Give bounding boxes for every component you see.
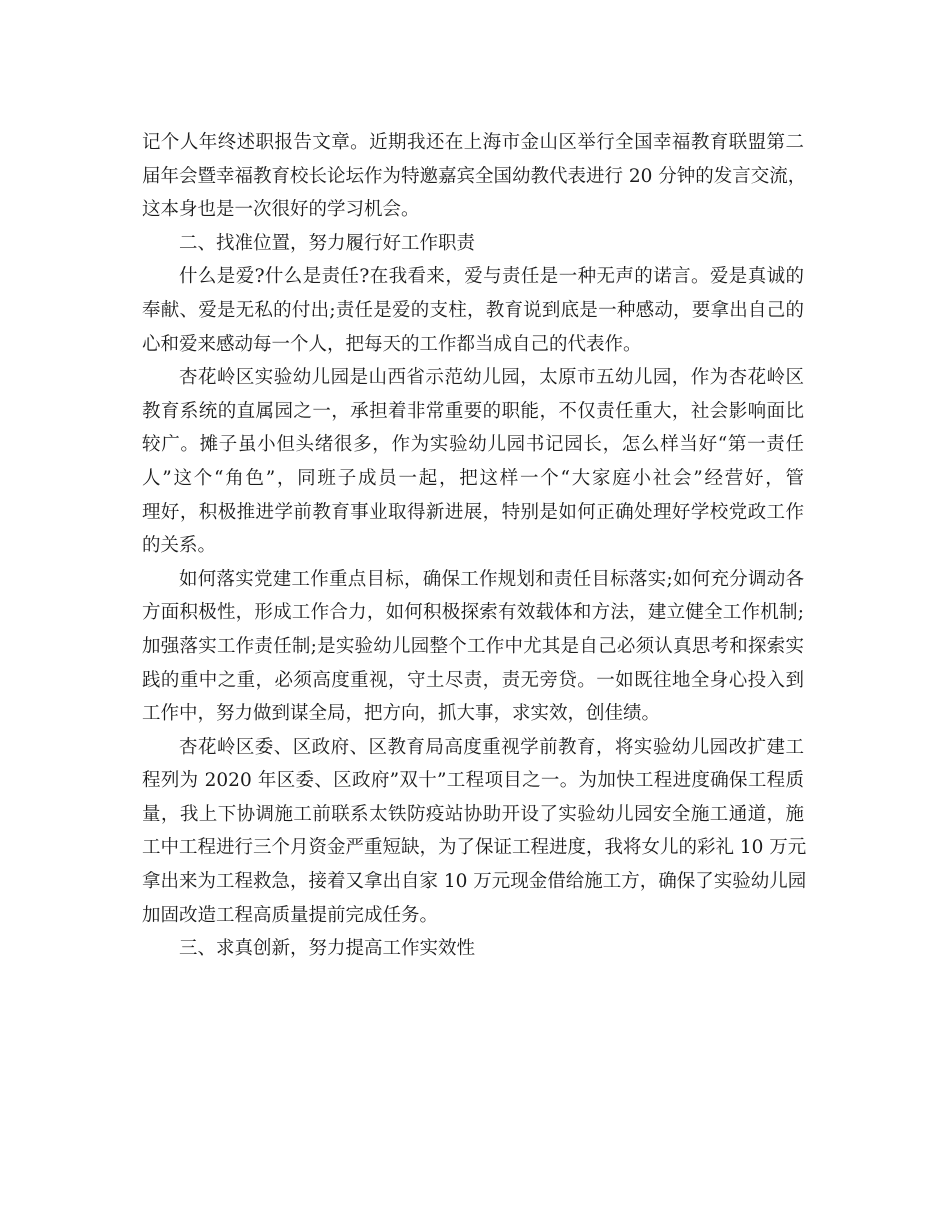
text-line: 这本身也是一次很好的学习机会。: [142, 199, 420, 221]
section-heading: 三、求真创新，努力提高工作实效性: [179, 938, 476, 960]
text-line: 程列为 2020 年区委、区政府”双十”工程项目之一。为加快工程进度确保工程质: [142, 770, 804, 792]
text-line: 记个人年终述职报告文章。近期我还在上海市金山区举行全国幸福教育联盟第二: [142, 132, 804, 153]
text-line: 的关系。: [142, 535, 217, 557]
text-line: 加强落实工作责任制;是实验幼儿园整个工作中尤其是自己必须认真思考和探索实: [142, 635, 804, 657]
text-line: 心和爱来感动每一个人，把每天的工作都当成自己的代表作。: [142, 333, 642, 355]
text-line: 届年会暨幸福教育校长论坛作为特邀嘉宾全国幼教代表进行 20 分钟的发言交流，: [142, 165, 807, 187]
text-line: 杏花岭区委、区政府、区教育局高度重视学前教育，将实验幼儿园改扩建工: [179, 736, 804, 758]
text-line: 较广。摊子虽小但头绪很多，作为实验幼儿园书记园长，怎么样当好“第一责任: [142, 434, 804, 456]
text-line: 加固改造工程高质量提前完成任务。: [142, 904, 439, 926]
document-body: [142, 126, 807, 966]
text-line: 教育系统的直属园之一，承担着非常重要的职能，不仅责任重大，社会影响面比: [142, 400, 804, 422]
text-line: 工作中，努力做到谋全局，把方向，抓大事，求实效，创佳绩。: [142, 703, 661, 725]
text-line: 量，我上下协调施工前联系太铁防疫站协助开设了实验幼儿园安全施工通道，施: [142, 803, 804, 825]
text-line: 践的重中之重，必须高度重视，守土尽责，责无旁贷。一如既往地全身心投入到: [142, 669, 804, 691]
text-line: 杏花岭区实验幼儿园是山西省示范幼儿园，太原市五幼儿园，作为杏花岭区: [179, 367, 804, 389]
text-line: 拿出来为工程救急，接着又拿出自家 10 万元现金借给施工方，确保了实验幼儿园: [142, 871, 807, 893]
text-line: 人”这个“角色”，同班子成员一起，把这样一个“大家庭小社会”经营好，管: [142, 467, 804, 489]
text-line: 工中工程进行三个月资金严重短缺，为了保证工程进度，我将女儿的彩礼 10 万元: [142, 837, 807, 859]
text-line: 什么是爱?什么是责任?在我看来，爱与责任是一种无声的诺言。爱是真诚的: [179, 266, 804, 288]
text-line: 如何落实党建工作重点目标，确保工作规划和责任目标落实;如何充分调动各: [179, 568, 804, 590]
section-heading: 二、找准位置，努力履行好工作职责: [179, 232, 476, 254]
text-line: 方面积极性，形成工作合力，如何积极探索有效载体和方法，建立健全工作机制;: [142, 602, 804, 624]
text-line: 奉献、爱是无私的付出;责任是爱的支柱，教育说到底是一种感动，要拿出自己的: [142, 299, 804, 321]
text-line: 理好，积极推进学前教育事业取得新进展，特别是如何正确处理好学校党政工作: [142, 501, 804, 523]
